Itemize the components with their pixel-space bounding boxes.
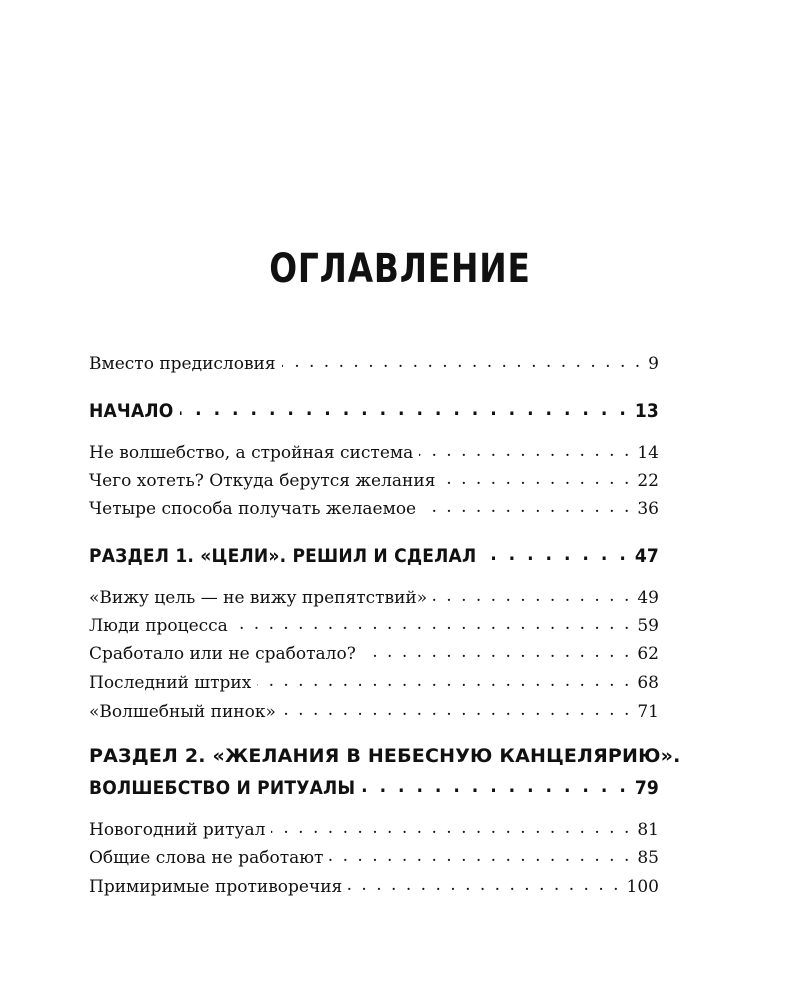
dot-leader [348,875,620,892]
toc-entry-title: Сработало или не сработало? [89,644,356,664]
toc-entry-page: 85 [637,848,659,868]
toc-section-page: 47 [634,545,659,567]
toc-section [89,775,659,799]
dot-leader [441,469,631,486]
toc-entry-title: Вместо предисловия [89,354,276,374]
dot-leader [433,586,631,603]
toc-entry [89,497,659,519]
toc-entry-page: 100 [626,877,659,897]
dot-leader [329,846,631,863]
table-of-contents [89,0,681,1000]
toc-section-title: ВОЛШЕБСТВО И РИТУАЛЫ [89,777,356,799]
dot-leader [234,614,632,631]
toc-entry [89,818,659,840]
toc-section-page: 79 [634,777,659,799]
toc-entry-title: Четыре способа получать желаемое [89,499,417,519]
toc-entry-title: Общие слова не работают [89,848,324,868]
toc-entry-page: 22 [637,471,659,491]
toc-entry [89,586,659,608]
toc-entry-page: 71 [637,702,659,722]
toc-entry [89,875,659,897]
toc-entry [89,352,659,374]
dot-leader [482,543,628,562]
toc-entry-title: Примиримые противоречия [89,877,343,897]
dot-leader [257,671,631,688]
dot-leader [282,352,643,369]
dot-leader [419,441,631,458]
toc-section [89,398,659,422]
toc-entry-title: «Волшебный пинок» [89,702,276,722]
toc-entry [89,846,659,868]
dot-leader [271,818,631,835]
dot-leader [422,497,631,514]
toc-entry-title: «Вижу цель — не вижу препятствий» [89,588,428,608]
toc-entry [89,642,659,664]
toc-entry-title: Не волшебство, а стройная система [89,443,414,463]
toc-section-page: 13 [634,400,659,422]
dot-leader [362,642,632,659]
toc-entry-page: 36 [637,499,659,519]
dot-leader [180,398,629,417]
page-title: ОГЛАВЛЕНИЕ [269,246,531,292]
toc-entry [89,700,659,722]
toc-entry-page: 14 [637,443,659,463]
toc-section-title: НАЧАЛО [89,400,174,422]
toc-entry-title: Новогодний ритуал [89,820,266,840]
toc-entry-page: 68 [637,673,659,693]
dot-leader [282,700,631,717]
toc-entry [89,441,659,463]
toc-entry-page: 49 [637,588,659,608]
toc-section-title-line1: РАЗДЕЛ 2. «ЖЕЛАНИЯ В НЕБЕСНУЮ КАНЦЕЛЯРИЮ». [89,745,681,767]
toc-section [89,543,659,567]
dot-leader [361,775,628,794]
toc-section-title: РАЗДЕЛ 1. «ЦЕЛИ». РЕШИЛ И СДЕЛАЛ [89,545,477,567]
toc-entry-title: Последний штрих [89,673,252,693]
toc-entry-title: Люди процесса [89,616,228,636]
toc-entry-title: Чего хотеть? Откуда берутся желания [89,471,436,491]
toc-entry [89,671,659,693]
toc-entry [89,469,659,491]
toc-entry [89,614,659,636]
toc-entry-page: 62 [637,644,659,664]
toc-entry-page: 9 [648,354,659,374]
toc-entry-page: 59 [637,616,659,636]
toc-entry-page: 81 [637,820,659,840]
